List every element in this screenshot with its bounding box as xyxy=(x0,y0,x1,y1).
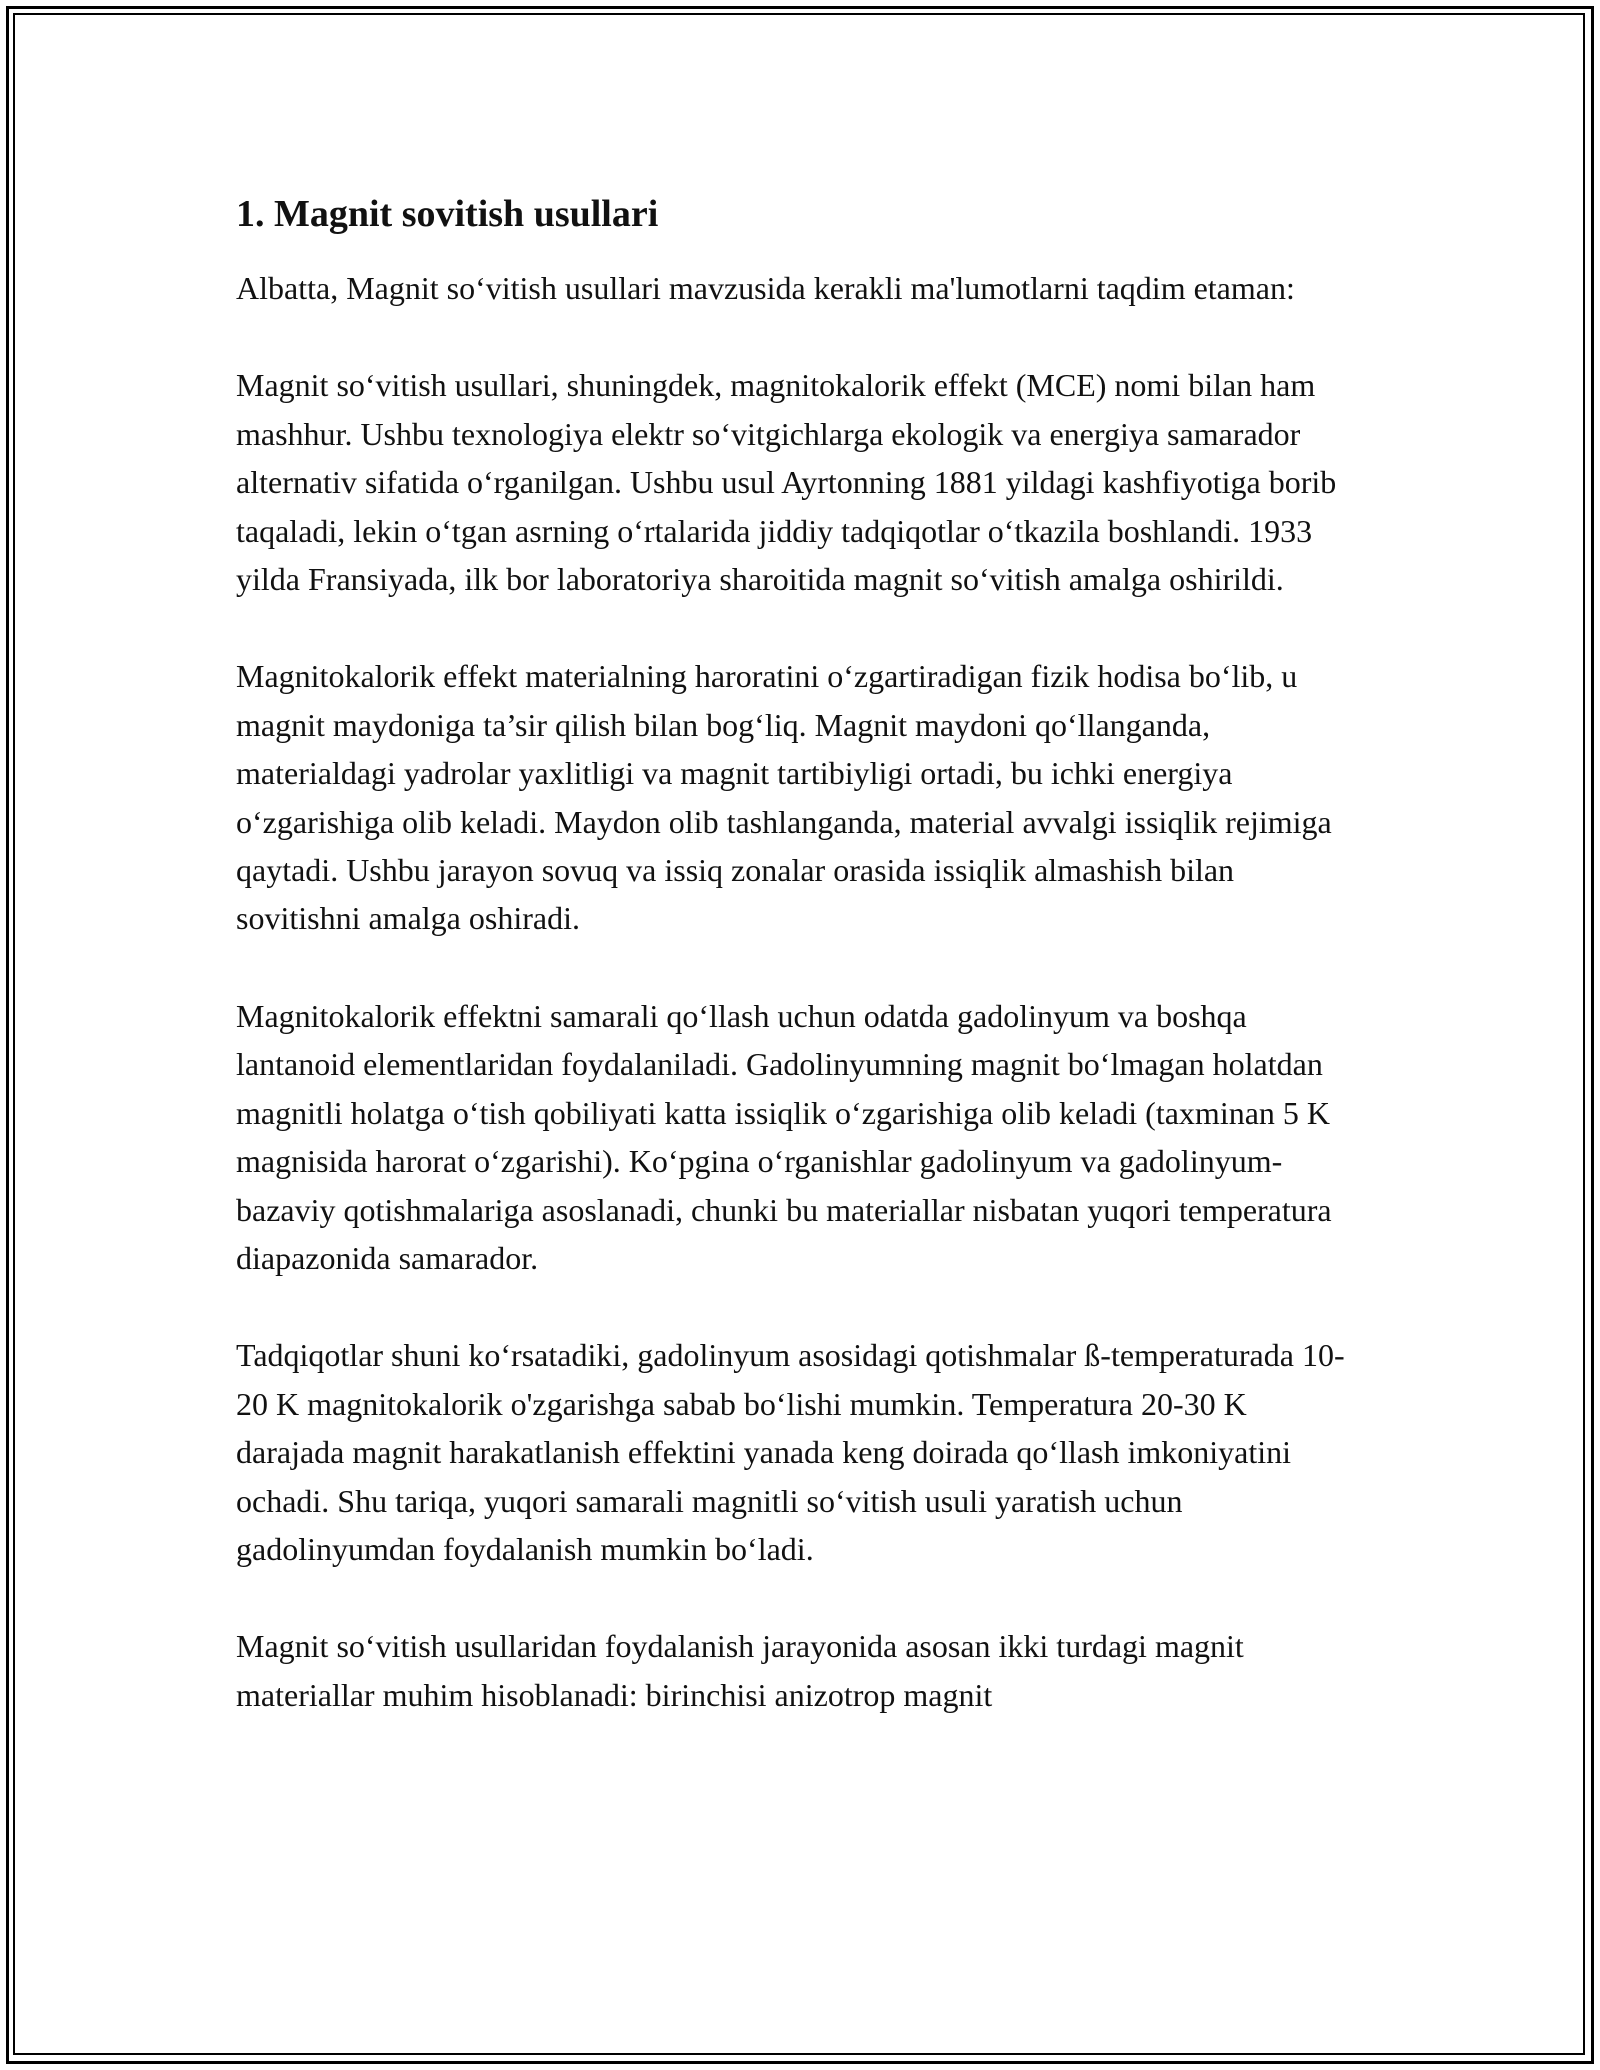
paragraph-intro: Albatta, Magnit so‘vitish usullari mavzusida kerakli ma'lumotlarni taqdim etaman: xyxy=(236,270,1295,306)
document-body xyxy=(236,184,1356,1768)
paragraph-mce-physics: Magnitokalorik effekt materialning haroratini o‘zgartiradigan fizik hodisa bo‘lib, u magnit maydoniga ta’sir qilish bilan bog‘liq. Magnit maydoni qo‘llanganda, materialdagi yadrolar yaxlitligi va magnit tartibiyligi ortadi, bu ichki energiya o‘zgarishiga olib keladi. Maydon olib tashlanganda, material avvalgi issiqlik rejimiga qaytadi. Ushbu jarayon sovuq va issiq zonalar orasida issiqlik almashish bilan sovitishni amalga oshiradi. xyxy=(236,658,1332,937)
paragraph-mce-overview: Magnit so‘vitish usullari, shuningdek, magnitokalorik effekt (MCE) nomi bilan ham mashhur. Ushbu texnologiya elektr so‘vitgichlarga ekologik va energiya samarador alternativ sifatida o‘rganilgan. Ushbu usul Ayrtonning 1881 yildagi kashfiyotiga borib taqaladi, lekin o‘tgan asrning o‘rtalarida jiddiy tadqiqotlar o‘tkazila boshlandi. 1933 yilda Fransiyada, ilk bor laboratoriya sharoitida magnit so‘vitish amalga oshirildi. xyxy=(236,367,1337,598)
paragraph-gadolinium: Magnitokalorik effektni samarali qo‘llash uchun odatda gadolinyum va boshqa lantanoid elementlaridan foydalaniladi. Gadolinyumning magnit bo‘lmagan holatdan magnitli holatga o‘tish qobiliyati katta issiqlik o‘zgarishiga olib keladi (taxminan 5 K magnisida harorat o‘zgarishi). Ko‘pgina o‘rganishlar gadolinyum va gadolinyum-bazaviy qotishmalariga asoslanadi, chunki bu materiallar nisbatan yuqori temperatura diapazonida samarador. xyxy=(236,997,1332,1276)
paragraph-materials: Magnit so‘vitish usullaridan foydalanish jarayonida asosan ikki turdagi magnit materiallar muhim hisoblanadi: birinchisi anizotrop magnit xyxy=(236,1628,1244,1713)
section-heading: 1. Magnit sovitish usullari xyxy=(236,193,659,235)
paragraph-research: Tadqiqotlar shuni ko‘rsatadiki, gadolinyum asosidagi qotishmalar ß-temperaturada 10-20 K magnitokalorik o'zgarishga sabab bo‘lishi mumkin. Temperatura 20-30 K darajada magnit harakatlanish effektini yanada keng doirada qo‘llash imkoniyatini ochadi. Shu tariqa, yuqori samarali magnitli so‘vitish usuli yaratish uchun gadolinyumdan foydalanish mumkin bo‘ladi. xyxy=(236,1337,1345,1567)
